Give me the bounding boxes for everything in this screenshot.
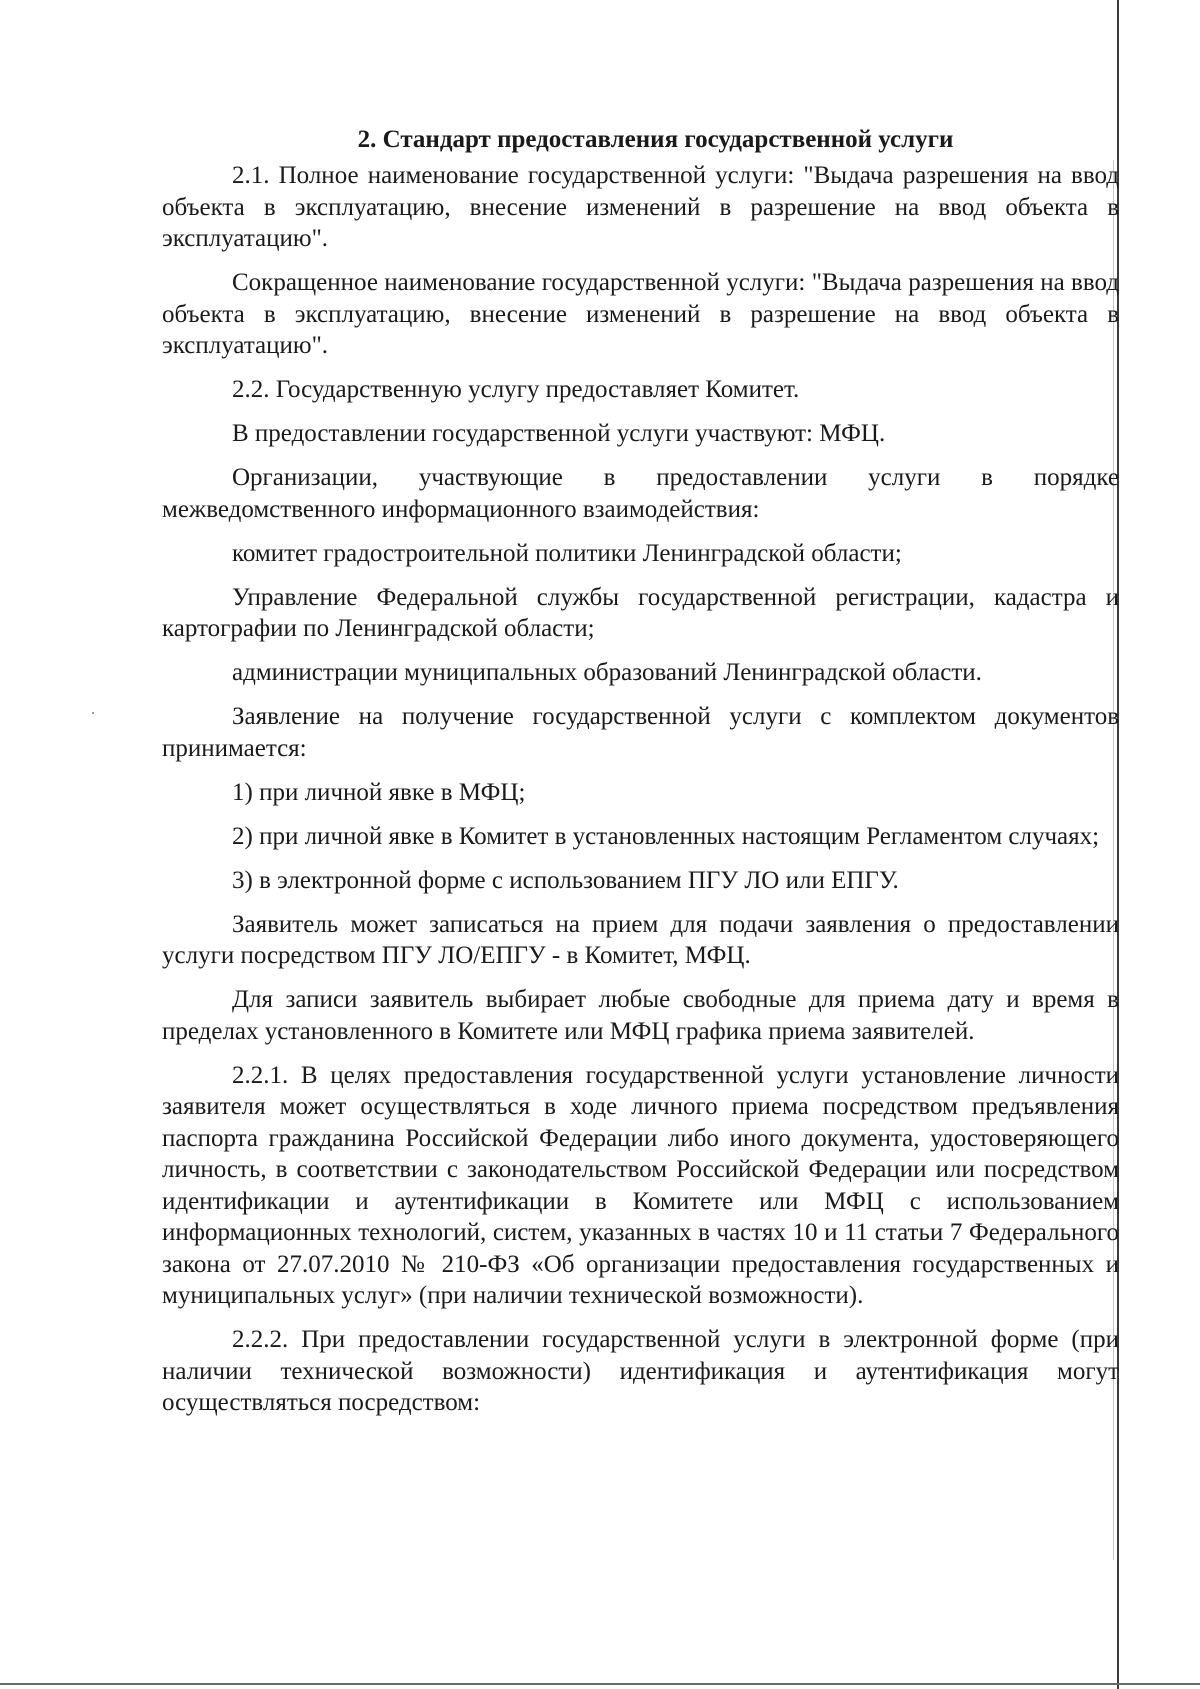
paragraph-municipal: администрации муниципальных образований Ленинградской области. bbox=[232, 659, 982, 686]
list-item-2: 2) при личной явке в Комитет в установленных настоящим Регламентом случаях; bbox=[232, 822, 1100, 850]
paragraph-rosreestr: Управление Федеральной службы государственной регистрации, кадастра и картографии по Ленинградской области; bbox=[162, 583, 1119, 642]
scan-speck bbox=[92, 712, 94, 714]
document-body bbox=[162, 124, 1119, 1431]
paragraph-2-2-2: 2.2.2. При предоставлении государственной услуги в электронной форме (при наличии технической возможности) идентификация и аутентификация могут осуществляться посредством: bbox=[162, 1326, 1119, 1416]
list-item-1: 1) при личной явке в МФЦ; bbox=[232, 778, 526, 806]
scan-bottom-edge bbox=[0, 1683, 1200, 1685]
paragraph-appointment: Заявитель может записаться на прием для подачи заявления о предоставлении услуги посредством ПГУ ЛО/ЕПГУ - в Комитет, МФЦ. bbox=[162, 910, 1119, 969]
paragraph-application: Заявление на получение государственной услуги с комплектом документов принимается: bbox=[162, 703, 1119, 762]
list-item-3: 3) в электронной форме с использованием ПГУ ЛО или ЕПГУ. bbox=[232, 866, 899, 894]
paragraph-organizations: Организации, участвующие в предоставлении услуги в порядке межведомственного информационного взаимодействия: bbox=[162, 464, 1119, 523]
paragraph-2-1: 2.1. Полное наименование государственной услуги: "Выдача разрешения на ввод объекта в эксплуатацию, внесение изменений в разрешение на ввод объекта в эксплуатацию". bbox=[162, 162, 1119, 252]
paragraph-short-name: Сокращенное наименование государственной услуги: "Выдача разрешения на ввод объекта в эксплуатацию, внесение изменений в разрешение на ввод объекта в эксплуатацию". bbox=[162, 269, 1119, 359]
paragraph-2-2: 2.2. Государственную услугу предоставляет Комитет. bbox=[232, 376, 800, 403]
paragraph-committee: комитет градостроительной политики Ленинградской области; bbox=[232, 539, 902, 567]
paragraph-2-2-1: 2.2.1. В целях предоставления государственной услуги установление личности заявителя может осуществляться в ходе личного приема посредством предъявления паспорта гражданина Российской Федерации либо иного документа, удостоверяющего личность, в соответствии с законодательством Российской Федерации или посредством идентификации и аутентификации в Комитете или МФЦ с использованием информационных технологий, систем, указанных в частях 10 и 11 статьи 7 Федерального закона от 27.07.2010 № 210-ФЗ «Об организации предоставления государственных и муниципальных услуг» (при наличии технической возможности). bbox=[162, 1061, 1119, 1309]
paragraph-participants: В предоставлении государственной услуги участвуют: МФЦ. bbox=[232, 420, 886, 447]
paragraph-schedule: Для записи заявитель выбирает любые свободные для приема дату и время в пределах установленного в Комитете или МФЦ графика приема заявителей. bbox=[162, 986, 1119, 1045]
section-heading: 2. Стандарт предоставления государственной услуги bbox=[357, 126, 954, 153]
